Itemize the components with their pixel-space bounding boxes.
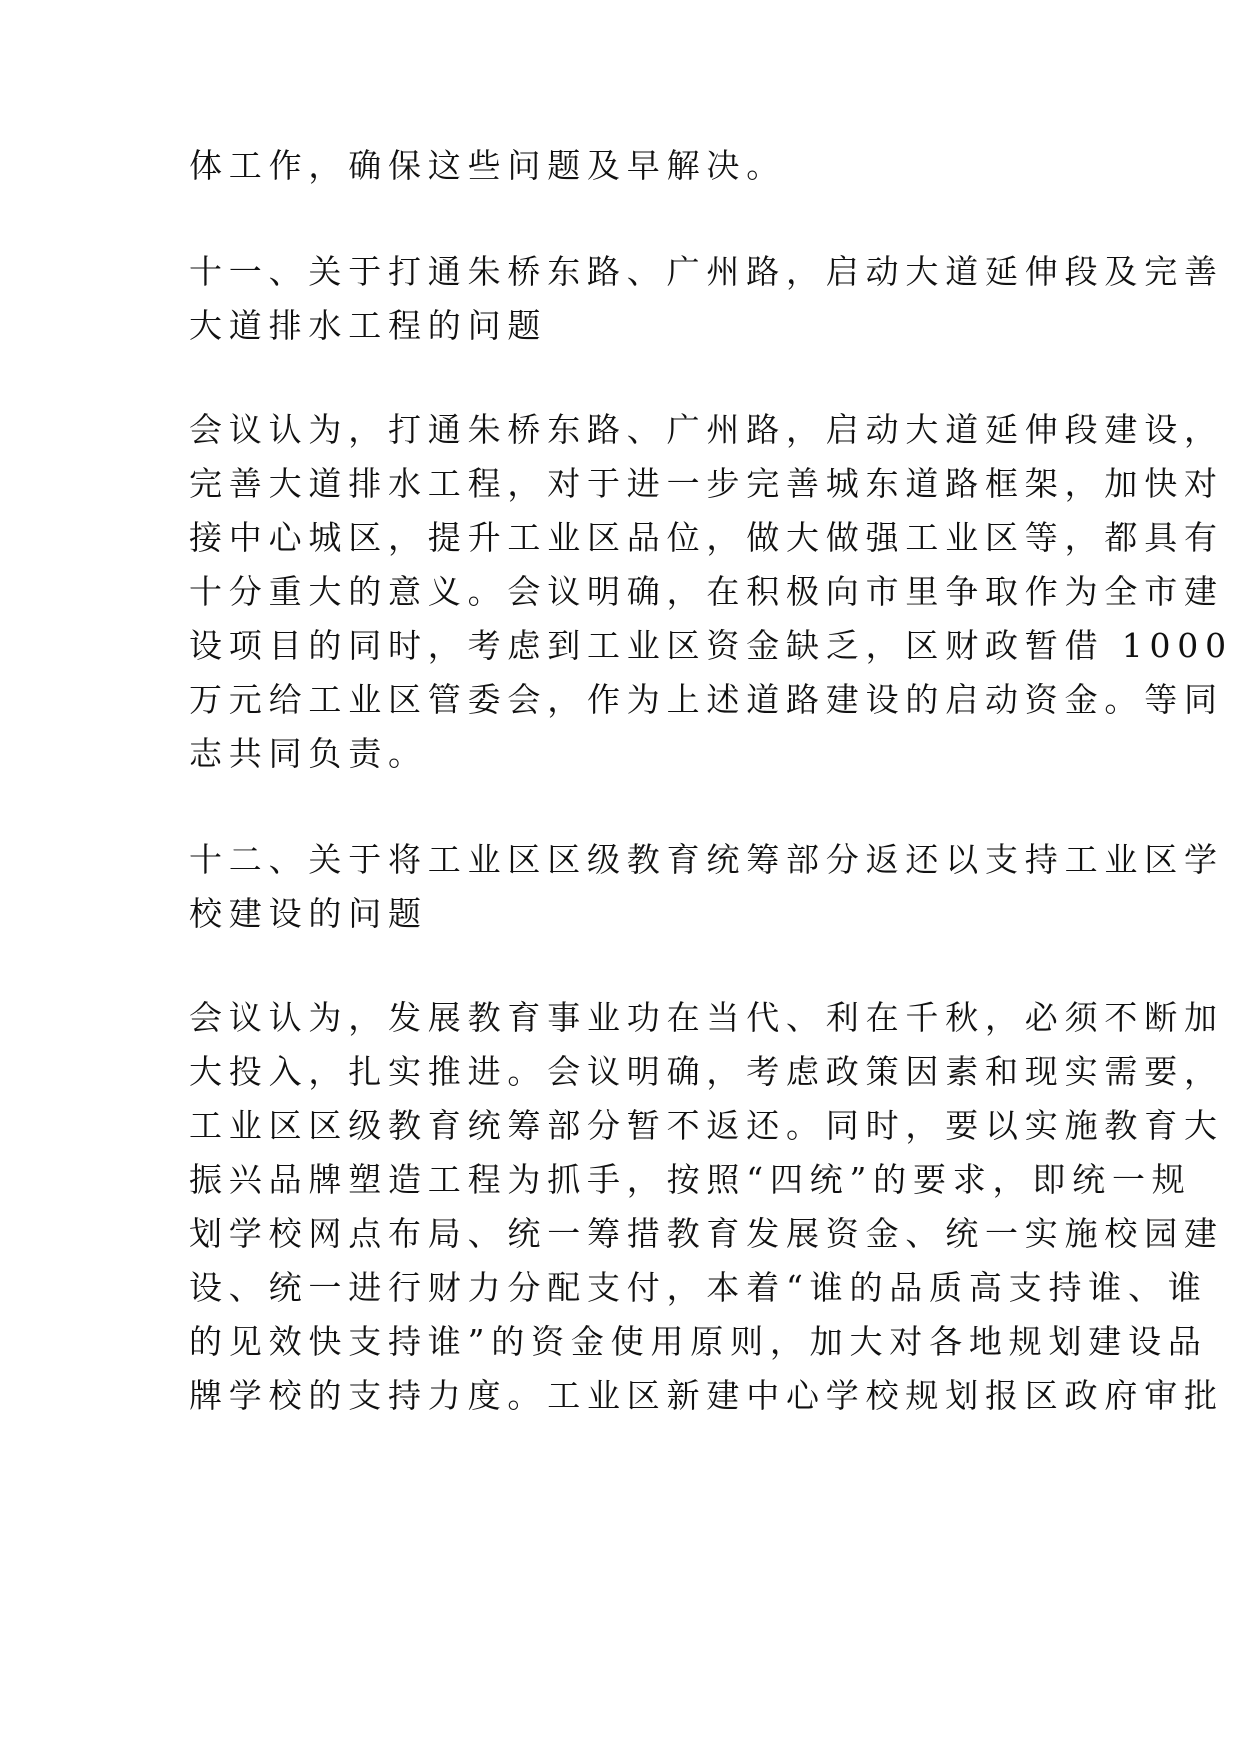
paragraph-line: 设、统一进行财力分配支付，本着“谁的品质高支持谁、谁 — [189, 1268, 1208, 1307]
paragraph-line: 完善大道排水工程，对于进一步完善城东道路框架，加快对 — [189, 464, 1224, 503]
paragraph-line: 大投入，扎实推进。会议明确，考虑政策因素和现实需要， — [189, 1052, 1224, 1091]
paragraph-line: 接中心城区，提升工业区品位，做大做强工业区等，都具有 — [189, 518, 1224, 557]
section-heading-line: 大道排水工程的问题 — [189, 306, 548, 345]
paragraph-line: 的见效快支持谁”的资金使用原则，加大对各地规划建设品 — [189, 1322, 1208, 1361]
paragraph-line: 志共同负责。 — [189, 734, 428, 773]
section-heading-line: 十二、关于将工业区区级教育统筹部分返还以支持工业区学 — [189, 840, 1224, 879]
paragraph-line: 划学校网点布局、统一筹措教育发展资金、统一实施校园建 — [189, 1214, 1224, 1253]
paragraph-line: 体工作，确保这些问题及早解决。 — [189, 146, 786, 185]
paragraph-line: 工业区区级教育统筹部分暂不返还。同时，要以实施教育大 — [189, 1106, 1224, 1145]
section-heading-line: 十一、关于打通朱桥东路、广州路，启动大道延伸段及完善 — [189, 252, 1224, 291]
paragraph-line: 十分重大的意义。会议明确，在积极向市里争取作为全市建 — [189, 572, 1224, 611]
paragraph-line: 牌学校的支持力度。工业区新建中心学校规划报区政府审批 — [189, 1376, 1224, 1415]
section-heading-line: 校建设的问题 — [189, 894, 428, 933]
paragraph-line: 会议认为，打通朱桥东路、广州路，启动大道延伸段建设， — [189, 410, 1224, 449]
paragraph-line: 振兴品牌塑造工程为抓手，按照“四统”的要求，即统一规 — [189, 1160, 1192, 1199]
paragraph-line: 会议认为，发展教育事业功在当代、利在千秋，必须不断加 — [189, 998, 1224, 1037]
paragraph-line: 设项目的同时，考虑到工业区资金缺乏，区财政暂借 1000 — [189, 626, 1233, 665]
paragraph-line: 万元给工业区管委会，作为上述道路建设的启动资金。等同 — [189, 680, 1224, 719]
